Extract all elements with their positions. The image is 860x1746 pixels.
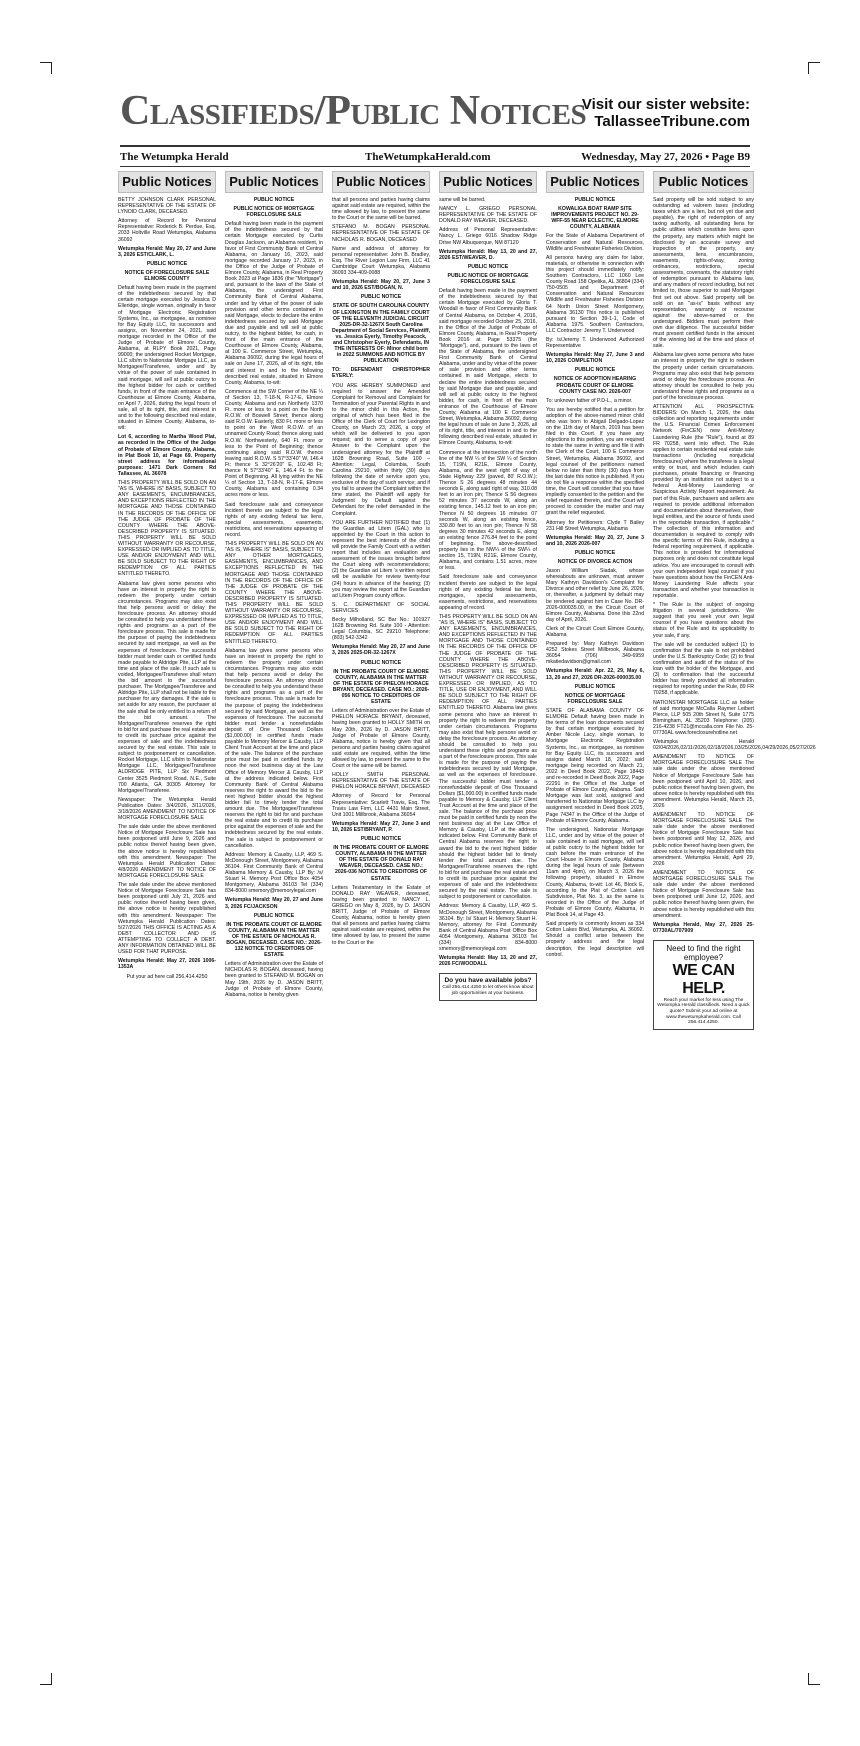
notice-heading: PUBLIC NOTICE	[467, 263, 509, 270]
public-notices-tab: Public Notices	[546, 171, 644, 193]
notice-heading: PUBLIC NOTICE	[574, 197, 616, 203]
notice-heading: IN THE PROBATE COURT OF ELMORE COUNTY, ALABAMA IN THE MATTER OF THE ESTATE OF PHELON HORACE BRYANT, DECEASED. CASE NO.: 2026-056 NOTICE TO CREDITORS OF ESTATE	[332, 668, 430, 706]
notice-text: Becky Milholland, SC Bar No.: 101927 1628 Browning Rd. Suite 100 - Attention: Legal Columbia, SC 29210 Telephone: (803) 542-3342	[332, 617, 430, 642]
notice-heading: PUBLIC NOTICE	[360, 294, 402, 301]
notice-text: The sale will be conducted subject (1) to confirmation that the sale is not prohibited under the U.S. Bankruptcy Code; (2) to final confirmation and audit of the status of the loan with the holder of the Mortgage, and (3) to confirmation that the successful bidder has timely provided all information required for reporting under the Rule, 89 FR 70258, if applicable.	[653, 641, 754, 697]
public-notices-tab: Public Notices	[118, 171, 216, 193]
notice-text: AMENDMENT TO NOTICE OF MORTGAGE FORECLOSURE SALE The sale date under the above mentioned Notice of Mortgage Foreclosure Sale has been postponed until April 10, 2026, and public notice thereof having been given, the above notice is hereby republished with this amendment. Wetumpka Herald, March 25, 2026	[653, 754, 754, 809]
notice-text: For the State of Alabama Department of Conservation and Natural Resources, Wildlife and Freshwater Fisheries Division.	[546, 233, 644, 252]
ad-promo: Put your ad here call 256.414.4250	[126, 974, 208, 981]
notice-heading: KOWALIGA BOAT RAMP SITE IMPROVEMENTS PROJECT NO. 29-WFF-55 NEAR ECLECTIC, ELMORE COUNTY, ALABAMA	[551, 206, 639, 231]
sister-site-label: Visit our sister website:	[581, 96, 750, 113]
notice-text: Address: Memory & Causby, LLP, 469 S. McDonough Street, Montgomery, Alabama 36104. By: /s/ Stuart H. Memory Stuart H. Memory, attorney for First Community Bank of Central Alabama Post Office Box 4054 Montgomery, Alabama 36103 Tel (334) 834-8000 smemory@memorylegal.com	[439, 903, 537, 953]
notice-heading: IN THE PROBATE COURT OF ELMORE COUNTY, ALABAMA IN THE MATTER OF THE ESTATE OF DONALD RAY WEAVER, DECEASED. CASE NO.: 2026-036 NOTICE TO CREDITORS OF ESTATE	[333, 845, 429, 882]
notice-text: NATIONSTAR MORTGAGE LLC as holder of said mortgage McCalla Raymer Leibert Pierce, LLP 505 20th Street N, Suite 1775 Birmingham, AL 35203 Telephone: (205) 216-4238 FT21@mccalla.com File No. 25-07730AL www.foreclosurehotline.net	[653, 699, 754, 736]
notice-text: Letters Testamentary in the Estate of DONALD RAY WEAVER, deceased, having been granted to NANCY L. GRIEGO on May 8, 2026, by D. JASON BRITT, Judge of Probate of Elmore County, Alabama, notice is hereby given that all persons and parties having claims against said estate are required, within the time allowed by law, to present the same to the Court or the	[332, 884, 430, 946]
notice-heading: PUBLIC NOTICE	[574, 683, 616, 690]
notice-text: Wetumpka Herald: Apr. 22, 29, May 6, 13, 20 and 27, 2026 DR-2026-000035.00	[546, 668, 644, 681]
crop-mark	[808, 1673, 809, 1685]
public-notices-tab: Public Notices	[332, 171, 430, 193]
notice-text: Clerk of the Circuit Court Elmore County, Alabama	[546, 625, 644, 638]
employment-ad-question: Need to find the right employee?	[666, 943, 741, 962]
notice-heading: IN THE PROBATE COURT OF ELMORE COUNTY, ALABAMA IN THE MATTER OF THE ESTATE OF NICHOLAS R. BOGAN, DECEASED. CASE NO.: 2026-132 NOTICE TO CREDITORS OF ESTATE	[226, 921, 322, 959]
notice-text: YOU ARE HEREBY SUMMONED and required to answer the Amended Complaint for Removal and Complaint for Termination of your Parental Rights in and to the minor child in this Action, the original of which has been filed in the Office of the Clerk of Court for Lexington County, on March 23, 2026, a copy of which will be delivered to you upon request; and to serve a copy of your Answer to the Complaint upon the undersigned attorney for the Plaintiff at 1628 Browning Road, Suite 100 – Attention: Legal, Columbia, South Carolina 29210, within thirty (30) days following the date of service upon you, exclusive of the day of such service; and if you fail to answer the Complaint within the time stated, the Plaintiff will apply for Judgment by Default against the Defendant for the relief demanded in the Complaint.	[332, 382, 430, 517]
notice-text: Wetumpka Herald: May 20, 27, June 3 and 10, 2026 2026-007	[546, 534, 644, 547]
notice-text: Wetumpka Herald: May 27, June 3 and 10, 2026 COMPLETION	[546, 352, 644, 365]
notice-text: Attorney for Petitioners: Clyde T Bailey 231 Hill Street Wetumpka, Alabama	[546, 519, 644, 532]
notice-heading: PUBLIC NOTICE	[574, 367, 616, 374]
notice-heading: PUBLIC NOTICE OF MORTGAGE FORECLOSURE SALE	[233, 206, 315, 219]
notice-text: The sale date under the above mentioned Notice of Mortgage Foreclosure Sale has been postponed until June 9, 2026 and public notice thereof having been given, the above notice is hereby republished with this amendment. Newspaper: The Wetumpka Herald Publication Dates: 4/8/2026 AMENDMENT TO NOTICE OF MORTGAGE FORECLOSURE SALE	[118, 824, 216, 879]
column-2	[225, 171, 323, 1671]
notice-text: Wetumpka Herald: May 13, 20 and 27, 2026 FC/WOODALL	[439, 955, 537, 968]
page-header	[120, 88, 750, 134]
notice-text: Said property is commonly known as 334 Cotton Lakes Blvd, Wetumpka, AL 36092. Should a conflict arise between the property address and the legal description, the legal description will control.	[546, 921, 644, 958]
employment-ad-headline: WE CAN HELP.	[672, 961, 735, 997]
notice-text: Letters of Administration over the Estate of PHELON HORACE BRYANT, deceased, having been granted to HOLLY SMITH on May 20th, 2026 by D. JASON BRITT, Judge of Probate of Elmore County, Alabama, notice is hereby given that all persons and parties having claims against said estate are required, within the time allowed by law, to present the same to the Court or the same will be barred.	[332, 708, 430, 770]
notice-text: Wetumpka Herald: May 27, June 3 and 10, 2026 EST/BRYANT, P.	[332, 820, 430, 833]
notice-text: You are hereby notified that a petition for adoption of the above-named minor child who was born to Abigail Delgado-Lopez on the 11th day of March, 2019 has been filed in this Court. If you have any objections to this petition, you are required to state the same in writing and file it with the Clerk of the Court, 100 E Commerce Street, Wetumpka, Alabama 36092, and legal counsel of the petitioners named below no later than thirty (30) days from the last date this notice is published. If you do not file a response within the specified time, the Court will consider that you have impliedly consented to the petition and the relief requested therein, and the Court will proceed to consider the matter and may grant the relief requested.	[546, 406, 644, 517]
notice-heading: NOTICE OF ADOPTION HEARING PROBATE COURT OF ELMORE COUNTY CASE NO. 2026-007	[553, 376, 637, 395]
notices-columns	[118, 171, 816, 1671]
date-page: Wednesday, May 27, 2026 • Page B9	[581, 151, 750, 163]
jobs-ad-body: Call 256.414.4250 to let others know about job opportunities at your business.	[442, 985, 534, 996]
column-2-text	[225, 197, 323, 998]
notice-text: To: unknown father of P.D-L., a minor.	[546, 397, 633, 404]
notice-text: Jason William Siadak, whose whereabouts are unknown, must answer Mary Kathryn Davidson's Complaint for Divorce and other relief by June 26, 2026, or, thereafter, a judgment by default may be rendered against him in Case No. DR-2026-000035.00, in the Circuit Court of Elmore County, Alabama. Done this 22nd day of April, 2026.	[546, 568, 644, 623]
crop-mark	[808, 62, 809, 74]
notice-text: YOU ARE FURTHER NOTIFIED that: (1) the Guardian ad Litem (GAL) who is appointed by the Court in this action to represent the best interests of the child will provide the Family Court with a written report that includes an evaluation and assessment of the issues brought before the Court along with recommendations; (2) the Guardian ad Litem 's written report will be available for review twenty-four (24) hours in advance of the hearing; (3) you may review the report at the Guardian ad Litem Program county office.	[332, 519, 430, 599]
jobs-ad	[439, 973, 537, 1000]
notice-text: THIS PROPERTY WILL BE SOLD ON AN "AS IS, WHERE IS" BASIS, SUBJECT TO ANY EASEMENTS, ENCUMBRANCES, AND EXCEPTIONS REFLECTED IN THE MORTGAGE AND THOSE CONTAINED IN THE RECORDS OF THE OFFICE OF THE JUDGE OF PROBATE OF THE COUNTY WHERE THE ABOVE-DESCRIBED PROPERTY IS SITUATED. THIS PROPERTY WILL BE SOLD WITHOUT WARRANTY OR RECOURSE, EXPRESSED OR IMPLIED, AS TO TITLE, USE OR ENJOYMENT, AND WILL BE SOLD SUBJECT TO THE RIGHT OF REDEMPTION OF ALL PARTIES ENTITLED THERETO. Alabama law gives some persons who have an interest in property the right to redeem the property under certain circumstances. Programs may also exist that help persons avoid or delay the foreclosure process. An attorney should be consulted to help you understand these rights and programs as a part of the foreclosure process. This sale is made for the purpose of paying the indebtedness secured by said Mortgage, as well as the expenses of foreclosure. The successful bidder must tender a nonrefundable deposit of One Thousand Dollars ($1,000.00) in certified funds made payable to Memory & Causby, LLP Client Trust Account at the time and place of the sale. The balance of the purchase price must be paid in certified funds by noon the next business day at the Law Office of Memory & Causby, LLP at the address indicated below. First Community Bank of Central Alabama reserves the right to award the bid to the next highest bidder should the highest bidder fail to timely tender the total amount due. The Mortgagee/Transferee reserves the right to bid for and purchase the real estate and to credit its purchase price against the expenses of sale and the indebtedness secured by the real estate. The sale is subject to postponement or cancellation.	[439, 614, 537, 901]
notice-heading: PUBLIC NOTICE	[360, 836, 402, 842]
notice-text: that all persons and parties having claims against said estate are required, within the time allowed by law, to present the same to the Court or the same will be barred.	[332, 197, 430, 222]
jobs-ad-heading: Do you have available jobs?	[444, 977, 532, 985]
folio-bar	[120, 151, 750, 165]
notice-text: Wetumpka Herald: May 20, 27, June 3 and 10, 2026 EST/BOGAN, N.	[332, 279, 430, 292]
notice-text: same will be barred.	[439, 197, 486, 203]
notice-text: Default having been made in the payment of the indebtedness secured by that certain mortgage executed by Jessica D Elleridge, single woman, originally in favor of Mortgage Electronic Registration Systems, Inc., as mortgagee, as nominee for Bay Equity LLC, its successors and assigns, on November 24, 2021, said mortgage recorded in the Office of the Judge of Probate of Elmore County, Alabama, at RLPY Book 2021, Page 99000; the undersigned Rocket Mortgage, LLC s/b/m to Nationstar Mortgage LLC, as Mortgagee/Transferee, under and by virtue of the power of sale contained in said mortgage, will sell at public outcry to the highest bidder for cash or certified funds, in front of the main entrance of the Courthouse at Elmore County, Alabama, on April 7, 2026, during the legal hours of sale, all of its right, title, and interest in and to the following described real estate, situated in Elmore County, Alabama, to-wit:	[118, 285, 216, 432]
notice-heading: PUBLIC NOTICE	[253, 197, 295, 203]
crop-mark	[808, 1684, 820, 1685]
notice-text: Wetumpka Herald, May 27, 2026 25-07730AL/707909	[653, 921, 754, 934]
notice-text: Lot 6, according to Martha Wood Plat, as recorded in the Office of the Judge of Probate of Elmore County, Alabama, in Plat Book 10, at Page 69. Property street address for informational purposes: 1471 Dark Corners Rd Tallassee, AL 36078	[118, 434, 216, 477]
notice-text: NANCY L. GRIEGO PERSONAL REPRESENTATIVE OF THE ESTATE OF DONALD RAY WEAVER, DECEASED.	[439, 206, 537, 225]
notice-heading: PUBLIC NOTICE OF MORTGAGE FORECLOSURE SALE	[447, 272, 529, 286]
notice-text: Address of Personal Representative: Nancy L. Griego 6016 Shadow Ridge Drive NW Albuquerque, NM 87120	[439, 227, 537, 246]
notice-text: The sale date under the above mentioned Notice of Mortgage Foreclosure Sale has been postponed until July 21, 2026 and public notice thereof having been given, the above notice is hereby republished with this amendment. Newspaper: The Wetumpka Herald Publication Dates: 5/27/2026 THIS OFFICE IS ACTING AS A DEBT COLLECTOR AND IS ATTEMPTING TO COLLECT A DEBT. ANY INFORMATION OBTAINED WILL BE USED FOR THAT PURPOSE.	[118, 882, 216, 956]
column-5	[546, 171, 644, 1671]
column-4	[439, 171, 537, 1671]
notice-text: Alabama law gives some persons who have an interest in property the right to redeem the property under certain circumstances. Programs may also exist that help persons avoid or delay the foreclosure process. An attorney should be consulted to help you understand these rights and programs as a part of the foreclosure process. This sale is made for the purpose of paying the indebtedness secured by said mortgage, as well as the expenses of foreclosure. The successful bidder must tender cash or certified funds made payable to Aldridge Pite, LLP at the time and place of the sale. If such sale is voided, Mortgagee/Transferee shall return the bid amount to the successful purchaser. The Mortgagee/Transferee and Aldridge Pite, LLP shall not be liable to the purchaser for any damages. If the sale is set aside for any reason, the purchaser at the sale shall be only entitled to a return of the bid amount. The Mortgagee/Transferee reserves the right to bid for and purchase the real estate and to credit its purchase price against the expenses of sale and the indebtedness secured by the real estate. This sale is subject to postponement or cancellation. Rocket Mortgage, LLC s/b/m to Nationstar Mortgage LLC, Mortgagee/Transferee ALDRIDGE PITE, LLP Six Piedmont Center 3525 Piedmont Road, N.E., Suite 700 Atlanta, GA 30305 Attorney for Mortgagee/Transferee.	[118, 580, 216, 794]
sister-site-link[interactable]: TallasseeTribune.com	[594, 113, 750, 130]
notice-heading: PUBLIC NOTICE	[253, 912, 295, 919]
notice-text: Attorney of Record for Personal Representative: Roderick B. Perdue, Esq. 2033 Holtville Road Wetumpka, Alabama 36092	[118, 218, 216, 243]
notice-text: Wetumpka Herald: May 20, 27 and June 3, 2026 2025-DR-32-1267X	[332, 644, 430, 657]
notice-text: * The Rule is the subject of ongoing litigation in several jurisdictions. We suggest that you seek your own legal counsel if you have questions about the status of the Rule and its applicability to your sale, if any.	[653, 602, 754, 639]
notice-text: Commence at the SW Corner of the NE ¼ of Section 13, T-18-N, R-17-E, Elmore County, Alabama and run Northerly 1370 Ft. more or less to a point on the North R.O.W. of Boswell Street; thence along said R.O.W. Easterly, 830 Ft. more or less to point on the West R.O.W. of an unnamed County Road; thence along said R.O.W. Northwesterly, 640 Ft. more or less to the Point of Beginning; thence continuing along said R.O.W. thence leaving said R.O.W. S 57°33'40" W, 146.4 Ft; thence S 32°26'20" E, 102.48 Ft; thence N 57°33'40" E, 146.4 Ft. to the Point of Beginning. All lying within the NE ¼ of Section 13, T-18-N, R-17-E, Elmore County, Alabama and containing 0.34 acres more or less.	[225, 388, 323, 499]
notice-text: Letters of Administration over the Estate of NICHOLAS R. BOGAN, deceased, having been granted to STEFANO M. BOGAN on May 19th, 2026 by D. JASON BRITT, Judge of Probate of Elmore County, Alabama, notice is hereby given	[225, 961, 323, 998]
column-5-text	[546, 197, 644, 958]
notice-heading: NOTICE OF FORECLOSURE SALE ELMORE COUNTY	[124, 269, 210, 283]
notice-text: Wetumpka Herald: May 27, 2026 1006-1353A	[118, 958, 216, 971]
notice-text: Commence at the intersection of the north line of the NW ¼ of the SW ¼ of Section 15, T19N, R21E, Elmore County, Alabama, and the west right of way of State Highway 229 (paved, 80' R.O.W.); Thence S 26 degrees 48 minutes 44 seconds E, along said right of way, 310.08 feet to an iron pin; Thence S 56 degrees 52 minutes 37 seconds W, along an existing fence, 145.12 feet to an iron pin; Thence N 50 degrees 16 minutes 07 seconds W, along an existing fence, 330.80 feet to an iron pin; Thence N 58 degrees 30 minutes 42 seconds E, along an existing fence 276.84 feet to the point of beginning. The above-described property lies in the NW¼ of the SW¼ of section 15, T19N, R21E, Elmore County, Alabama, and contains 1.51 acres, more or less.	[439, 449, 537, 572]
folio-rule	[120, 166, 750, 167]
column-1-text	[118, 197, 216, 980]
public-notices-tab: Public Notices	[439, 171, 537, 193]
notice-heading: PUBLIC NOTICE	[574, 549, 616, 556]
notice-text: AMENDMENT TO NOTICE OF MORTGAGE FORECLOSURE SALE The sale date under the above mentioned Notice of Mortgage Foreclosure Sale has been postponed until June 12, 2026, and public notice thereof having been given, the above notice is hereby republished with this amendment.	[653, 869, 754, 919]
notice-text: By: /s/Jeremy T. Underwood Authorized Representative	[546, 336, 644, 350]
notice-heading: PUBLIC NOTICE	[146, 260, 188, 267]
paper-name: The Wetumpka Herald	[120, 151, 229, 163]
notice-heading: NOTICE OF DIVORCE ACTION	[557, 558, 633, 565]
notice-text: THIS PROPERTY WILL BE SOLD ON AN "AS IS, WHERE IS" BASIS, SUBJECT TO ANY OTHER MORTGAGES, EASEMENTS, ENCUMBRANCES, AND EXCEPTIONS REFLECTED IN THE MORTGAGE AND THOSE CONTAINED IN THE RECORDS OF THE OFFICE OF THE JUDGE OF PROBATE OF THE COUNTY WHERE THE ABOVE-DESCRIBED PROPERTY IS SITUATED. THIS PROPERTY WILL BE SOLD WITHOUT WARRANTY OR RECOURSE, EXPRESSED OR IMPLIED AS TO TITLE, USE AND/OR ENJOYMENT AND WILL BE SOLD SUBJECT TO THE RIGHT OF REDEMPTION OF ALL PARTIES ENTITLED THERETO.	[225, 541, 323, 645]
notice-text: Wetumpka Herald: May 20, 27 and June 3, 2026 EST/CLARK, L.	[118, 245, 216, 258]
notice-text: Alabama law gives some persons who have an interest in property the right to redeem the property under certain circumstances. Programs may also exist that help persons avoid or delay the foreclosure process. An attorney should be consulted to help you understand these rights and programs as a part of the foreclosure process. This sale is made for the purpose of paying the indebtedness secured by said Mortgage, as well as the expenses of foreclosure. The successful bidder must tender a nonrefundable deposit of One Thousand Dollars ($1,000.00) in certified funds made payable to Memory Mercer & Causby, LLP Client Trust Account at the time and place of the sale. The balance of the purchase price must be paid in certified funds by noon the next business day at the Law Office of Memory Mercer & Causby, LLP at the address indicated below. First Community Bank of Central Alabama reserves the right to award the bid to the next highest bidder should the highest bidder fail to timely tender the total amount due. The Mortgagee/Transferee reserves the right to bid for and purchase the real estate and to credit its purchase price against the expenses of sale and the indebtedness secured by the real estate. The sale is subject to postponement or cancellation.	[225, 647, 323, 849]
column-6	[653, 171, 816, 1671]
header-rule	[120, 145, 750, 147]
crop-mark	[51, 62, 52, 74]
notice-text: THIS PROPERTY WILL BE SOLD ON AN "AS IS, WHERE IS" BASIS, SUBJECT TO ANY EASEMENTS, ENCUMBRANCES, AND EXCEPTIONS REFLECTED IN THE MORTGAGE AND THOSE CONTAINED IN THE RECORDS OF THE OFFICE OF THE JUDGE OF PROBATE OF THE COUNTY WHERE THE ABOVE-DESCRIBED PROPERTY IS SITUATED. THIS PROPERTY WILL BE SOLD WITHOUT WARRANTY OR RECOURSE, EXPRESSED OR IMPLIED AS TO TITLE, USE AND/OR ENJOYMENT AND WILL BE SOLD SUBJECT TO THE RIGHT OF REDEMPTION OF ALL PARTIES ENTITLED THERETO.	[118, 480, 216, 578]
notice-text: S. C. DEPARTMENT OF SOCIAL SERVICES	[332, 601, 430, 614]
notice-text: Wetumpka Herald: May 13, 20 and 27, 2026 EST/WEAVER, D.	[439, 248, 537, 261]
notice-text: Name and address of attorney for personal representative: John B. Bradley, Esq. The River Legion Law Firm, LLC 41 Cambridge Court Wetumpka, Alabama 36093 334-409-0088	[332, 245, 430, 277]
public-notices-tab: Public Notices	[653, 171, 754, 193]
notice-heading: NOTICE OF MORTGAGE FORECLOSURE SALE	[564, 692, 626, 705]
notice-text: The undersigned, Nationstar Mortgage LLC, under and by virtue of the power of sale contained in said mortgage, will sell at public outcry to the highest bidder for cash before the main entrance of the Court House in Elmore County, Alabama during the legal hours of sale (between 11am and 4pm), on March 3, 2026 the following property, situated in Elmore County, Alabama, to-wit: Lot 46, Block E, according to the Plat of Cotton Lakes Subdivision, Plat No. 3, as the same is recorded in the Office of the Judge of Probate of Elmore County, Alabama, in Plat Book 14, at Page 43.	[546, 826, 644, 919]
employment-ad-body: Reach your market for less using The Wetumpka Herald classifieds. Need a quick quote? Submit your ad online at www.thewetumpkaherald.com. Call 256.414.4250.	[657, 997, 750, 1026]
notice-text: Address: Memory & Causby, LLP, 469 S. McDonough Street, Montgomery, Alabama 36104. First Community Bank of Central Alabama Memory & Causby, LLP By: /s/ Stuart H. Memory Post Office Box 4054 Montgomery, Alabama 36103 Tel (334) 834-8000 smemory@memorylegal.com	[225, 851, 323, 895]
notice-text: Wetumpka Herald 02/04/2026,02/11/2026,02/18/2026,03/25/2026,04/29/2026,05/27/2026	[653, 739, 816, 752]
section-title: Classifieds/Public Notices	[120, 88, 587, 134]
column-4-text	[439, 197, 537, 1001]
notice-text: All persons having any claim for labor, materials, or otherwise in connection with this project should immediately notify: Southern Contractors, LLC 1060 Lee County Road 158 Opelika, AL 36804 (334) 750-0505 and Department of Conservation and Natural Resources Wildlife and Freshwater Fisheries Division 64 North Union Street Montgomery, Alabama 36130 This notice is published pursuant to Section 39-1-1, Code of Alabama 1975. Southern Contractors, LLC Contractor: Jeremy T. Underwood	[546, 254, 644, 334]
notice-heading: STATE OF SOUTH CAROLINA COUNTY OF LEXINGTON IN THE FAMILY COURT OF THE ELEVENTH JUDICIAL CIRCUIT 2025-DR-32-1267X South Carolina Department of Social Services, Plaintiff, vs. Jessica Eyerly, Timothy Peacock, and Christopher Eyerly, Defendants, IN THE INTERESTS OF: Minor child born in 2022 SUMMONS AND NOTICE BY PUBLICATION	[332, 303, 431, 365]
notice-text: Prepared by: Mary Kathryn Davidson 4252 Stokes Street Millbrook, Alabama 36054 (706) 349-6959 mkatiedavidson@gmail.com	[546, 641, 644, 666]
notice-text: HOLLY SMITH PERSONAL REPRESENTATIVE OF THE ESTATE OF PHELON HORACE BRYANT, DECEASED	[332, 772, 430, 791]
paper-website[interactable]: TheWetumpkaHerald.com	[365, 151, 491, 163]
notice-text: Said foreclosure sale and conveyance incident thereto are subject to the legal rights of any existing federal tax liens, mortgages, special assessments, easements, restrictions, and reservations appearing of record.	[439, 574, 537, 611]
column-6-text	[653, 197, 816, 1030]
sister-site-promo	[582, 96, 750, 130]
notice-text: Said foreclosure sale and conveyance incident thereto are subject to the legal rights of any existing federal tax liens, special assessments, easements, restrictions, and reservations appearing of record.	[225, 501, 323, 538]
crop-mark	[808, 62, 820, 63]
notice-text: AMENDMENT TO NOTICE OF MORTGAGE FORECLOSURE SALE The sale date under the above mentioned Notice of Mortgage Foreclosure Sale has been postponed until May 12, 2026, and public notice thereof having been given, the above notice is hereby republished with this amendment. Wetumpka Herald, April 29, 2026	[653, 812, 754, 867]
crop-mark	[51, 1673, 52, 1685]
notice-text: Default having been made in the payment of the indebtedness secured by that certain Mortgage executed by Gloria T. Woodall in favor of First Community Bank of Central Alabama, on October 4, 2016, said mortgage recorded October 25, 2016, in the Office of the Judge of Probate of Elmore County, Alabama, in Real Property Book 2016 at Page 53375 (the "Mortgage"), and, pursuant to the laws of the State of Alabama, the undersigned First Community Bank of Central Alabama, under and by virtue of the power of sale provision and other terms contained in said Mortgage, elects to declare the entire indebtedness secured by said Mortgage due and payable, and will sell at public outcry to the highest bidder, for cash, in front of the main entrance of the Courthouse of Elmore County, Alabama at 100 E Commerce Street, Wetumpka, Alabama 36092, during the legal hours of sale on June 3, 2026, all of its right, title, and interest in and to the following described real estate, situated in Elmore County, Alabama, to-wit:	[439, 288, 537, 447]
notice-text: BETTY JOHNSON CLARK PERSONAL REPRESENTATIVE OF THE ESTATE OF LYNOID CLARK, DECEASED.	[118, 197, 216, 216]
notice-text: Wetumpka Herald: May 20, 27 and June 3, 2026 FC/JACKSON	[225, 897, 323, 910]
column-3-text	[332, 197, 430, 946]
notice-text: Default having been made in the payment of the indebtedness secured by that certain Mortgage executed by Curtis Douglas Jackson, an Alabama resident, in favor of First Community Bank of Central Alabama, on January 16, 2023, said mortgage recorded January 17, 2023, in the Office of the Judge of Probate of Elmore County, Alabama, in Real Property Book 2023 at Page 1836 (the "Mortgage") and, pursuant to the laws of the State of Alabama, the undersigned First Community Bank of Central Alabama, under and by virtue of the power of sale provision and other terms contained in said Mortgage, elects to declare the entire indebtedness secured by said Mortgage due and payable and will sell at public outcry, to the highest bidder, for cash, in front of the main entrance of the Courthouse of Elmore County, Alabama, at 100 E. Commerce Street, Wetumpka, Alabama 36092, during the legal hours of sale on June 17, 2026, all of its right, title and interest in and to the following described real estate, situated in Elmore County, Alabama, to-wit:	[225, 221, 323, 386]
notice-text: Newspaper: The Wetumpka Herald Publication Dates: 3/4/2026, 3/11/2026, 3/18/2026 AMENDMENT TO NOTICE OF MORTGAGE FORECLOSURE SALE	[118, 796, 216, 822]
notice-text: STATE OF ALABAMA COUNTY OF ELMORE Default having been made in the terms of the loan documents secured by that certain mortgage executed by Amber Nicole Lacy, single woman, to Mortgage Electronic Registration Systems, Inc., as mortgagee, as nominee for Bay Equity LLC, its successors and assigns dated March 18, 2022; said mortgage being recorded on March 21, 2022 in Deed Book 2022, Page 18443 and re-recorded in Deed Book 2022, Page 22291 in the Office of the Judge of Probate of Elmore County, Alabama. Said Mortgage was last sold, assigned and transferred to Nationstar Mortgage LLC by assignment recorded in Deed Book 2025, Page 74347 in the Office of the Judge of Probate of Elmore County, Alabama.	[546, 707, 644, 824]
notice-text: TO: DEFENDANT CHRISTOPHER EYERLY:	[332, 367, 430, 380]
notice-heading: PUBLIC NOTICE	[360, 659, 402, 666]
employment-ad	[653, 940, 754, 1030]
column-1	[118, 171, 216, 1671]
notice-text: Said property will be sold subject to any outstanding ad valorem taxes (including taxes which are a lien, but not yet due and payable), the right of redemption of any taxing authority, all outstanding liens for public utilities which constitute liens upon the property, any matters which might be disclosed by an accurate survey and inspection of the property, any assessments, liens, encumbrances, easements, rights-of-way, zoning ordinances, restrictions, special assessments, covenants, the statutory right of redemption pursuant to Alabama law, and any matters of record including, but not limited to, those superior to said Mortgage first set out above. Said property will be sold on an "as-is" basis without any representation, warranty or recourse against the above-named or the undersigned. Bidders must perform their own due diligence. The successful bidder must present certified funds in the amount of the winning bid at the time and place of sale.	[653, 197, 754, 350]
notice-text: STEFANO M. BOGAN PERSONAL REPRESENTATIVE OF THE ESTATE OF NICHOLAS R. BOGAN, DECEASED	[332, 224, 430, 243]
public-notices-tab: Public Notices	[225, 171, 323, 193]
notice-text: Attorney of Record for Personal Representative: Scarlett Travis, Esq. The Travis Law Firm, LLC 4431 Main Street, Unit 1001 Millbrook, Alabama 36054	[332, 793, 430, 818]
notice-text: Alabama law gives some persons who have an interest in property the right to redeem the property under certain circumstances. Programs may also exist that help persons avoid or delay the foreclosure process. An attorney should be consulted to help you understand these rights and programs as a part of the foreclosure process.	[653, 352, 754, 401]
column-3	[332, 171, 430, 1671]
notice-text: ATTENTION ALL PROSPECTIVE BIDDERS: On March 1, 2026, the data collection and reporting requirements under the U.S. Financial Crimes Enforcement Network (FinCEN) new Anti-Money Laundering Rule (the "Rule"), found at 89 FR 70258, went into effect. The Rule applies to certain residential real estate sale transactions (including nonjudicial foreclosures) where the transferee is a legal entity or trust, and which includes cash purchases, private financing or financing provided by an institution not subject to a federal Anti-Money Laundering or Suspicious Activity Report requirement. As part of this Rule, purchasers and sellers are required to provide additional information and documentation about themselves, their legal entities, and the source of funds used in the reportable transaction, if applicable.* The collection of this information and documentation is required to comply with the specific terms of this Rule, including a federal reporting requirement, if applicable. This notice is provided for informational purposes only and does not constitute legal advice. You are encouraged to consult with your own independent legal counsel if you have questions about how the FinCEN Anti-Money Laundering Rule affects your transaction and whether your transaction is reportable.	[653, 404, 754, 599]
